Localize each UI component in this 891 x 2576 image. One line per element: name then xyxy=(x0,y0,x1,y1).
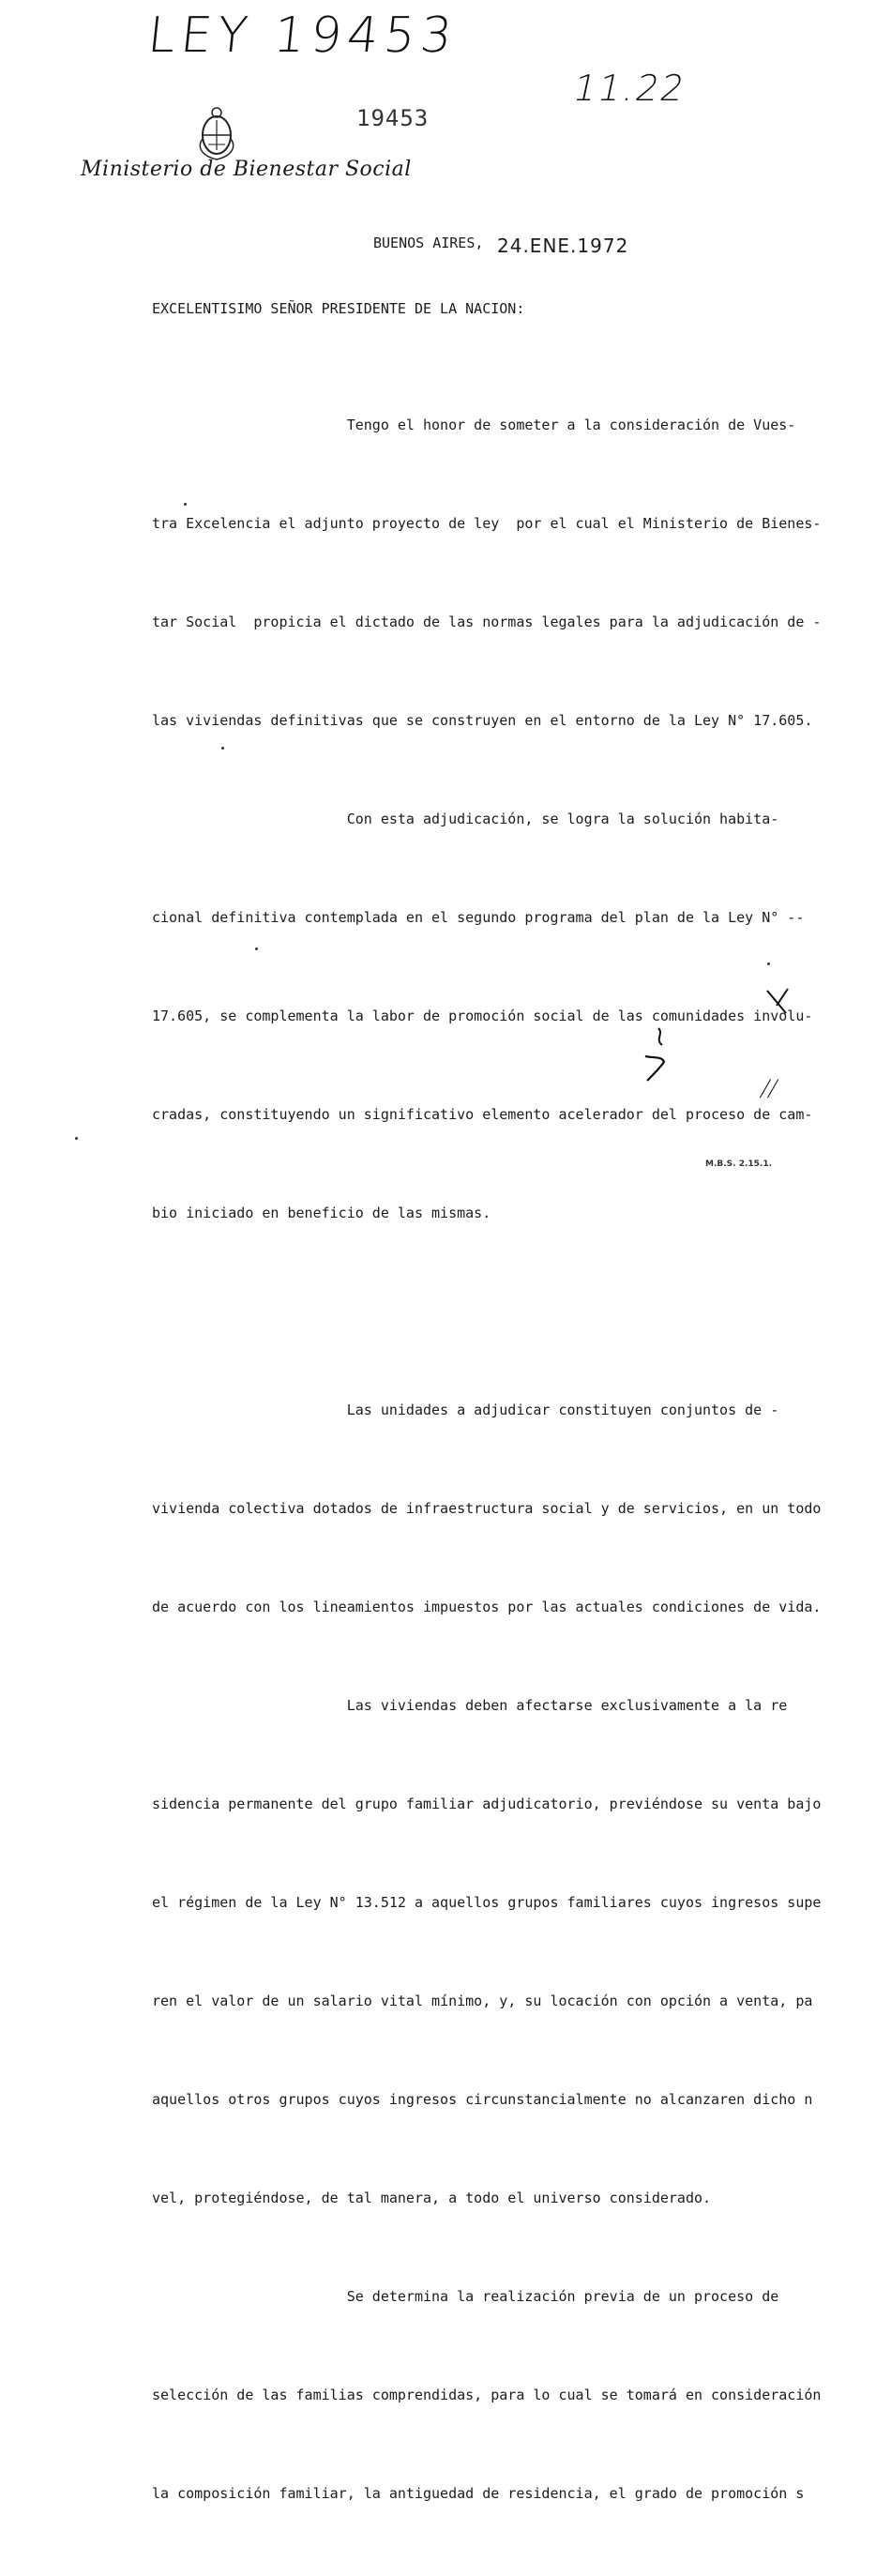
scan-speck xyxy=(184,503,187,506)
body-line: Las viviendas deben afectarse exclusivamente a la re xyxy=(152,1697,788,1714)
body-line: Se determina la realización previa de un proceso de xyxy=(152,2288,779,2305)
national-coat-of-arms-icon xyxy=(195,101,238,161)
body-line: bio iniciado en beneficio de las mismas. xyxy=(152,1205,491,1221)
body-line: de acuerdo con los lineamientos impuestos por las actuales condiciones de vida. xyxy=(152,1599,822,1615)
body-line: aquellos otros grupos cuyos ingresos circunstancialmente no alcanzaren dicho n xyxy=(152,2091,813,2108)
handwritten-continuation-mark: // xyxy=(758,1075,780,1101)
body-line: el régimen de la Ley N° 13.512 a aquellos grupos familiares cuyos ingresos supe xyxy=(152,1894,822,1911)
letter-body xyxy=(152,343,822,2576)
body-line: la composición familiar, la antiguedad de residencia, el grado de promoción s xyxy=(152,2485,805,2502)
body-line: las viviendas definitivas que se construyen en el entorno de la Ley N° 17.605. xyxy=(152,712,813,729)
body-line: cional definitiva contemplada en el segundo programa del plan de la Ley N° -- xyxy=(152,909,805,926)
handwritten-cross-mark-icon xyxy=(758,985,795,1023)
scan-speck xyxy=(221,747,224,750)
body-line: tra Excelencia el adjunto proyecto de ley por el cual el Ministerio de Bienes- xyxy=(152,515,822,532)
body-line: selección de las familias comprendidas, para lo cual se tomará en consideración xyxy=(152,2387,822,2403)
body-line: vivienda colectiva dotados de infraestructura social y de servicios, en un todo xyxy=(152,1500,822,1517)
body-line: ren el valor de un salario vital mínimo, y, su locación con opción a venta, pa xyxy=(152,1993,813,2009)
body-line: tar Social propicia el dictado de las normas legales para la adjudicación de - xyxy=(152,614,822,630)
body-line: cradas, constituyendo un significativo elemento acelerador del proceso de cam- xyxy=(152,1106,813,1123)
handwritten-check-mark-icon xyxy=(642,1024,679,1084)
date-stamp: 24.ENE.1972 xyxy=(497,235,629,257)
law-number-stamp: 19453 xyxy=(356,105,430,131)
ministry-letterhead: Ministerio de Bienestar Social xyxy=(81,158,412,181)
scan-speck xyxy=(255,947,258,950)
salutation: EXCELENTISIMO SEÑOR PRESIDENTE DE LA NACION: xyxy=(152,300,525,317)
place-heading: BUENOS AIRES, xyxy=(373,235,484,251)
body-line: Tengo el honor de someter a la consideración de Vues- xyxy=(152,417,796,433)
body-line xyxy=(152,1296,808,1328)
handwritten-folio-number: 11.22 xyxy=(569,68,690,109)
scan-speck xyxy=(75,1137,78,1140)
form-code: M.B.S. 2.15.1. xyxy=(705,1159,772,1169)
body-line: Las unidades a adjudicar constituyen conjuntos de - xyxy=(152,1402,779,1418)
body-line: 17.605, se complementa la labor de promoción social de las comunidades involu- xyxy=(152,1008,813,1024)
scan-speck xyxy=(767,962,770,965)
body-line: vel, protegiéndose, de tal manera, a todo el universo considerado. xyxy=(152,2190,712,2206)
body-line: sidencia permanente del grupo familiar adjudicatorio, previéndose su venta bajo xyxy=(152,1796,822,1812)
handwritten-law-title: LEY 19453 xyxy=(144,8,461,64)
body-line: Con esta adjudicación, se logra la solución habita- xyxy=(152,811,779,827)
